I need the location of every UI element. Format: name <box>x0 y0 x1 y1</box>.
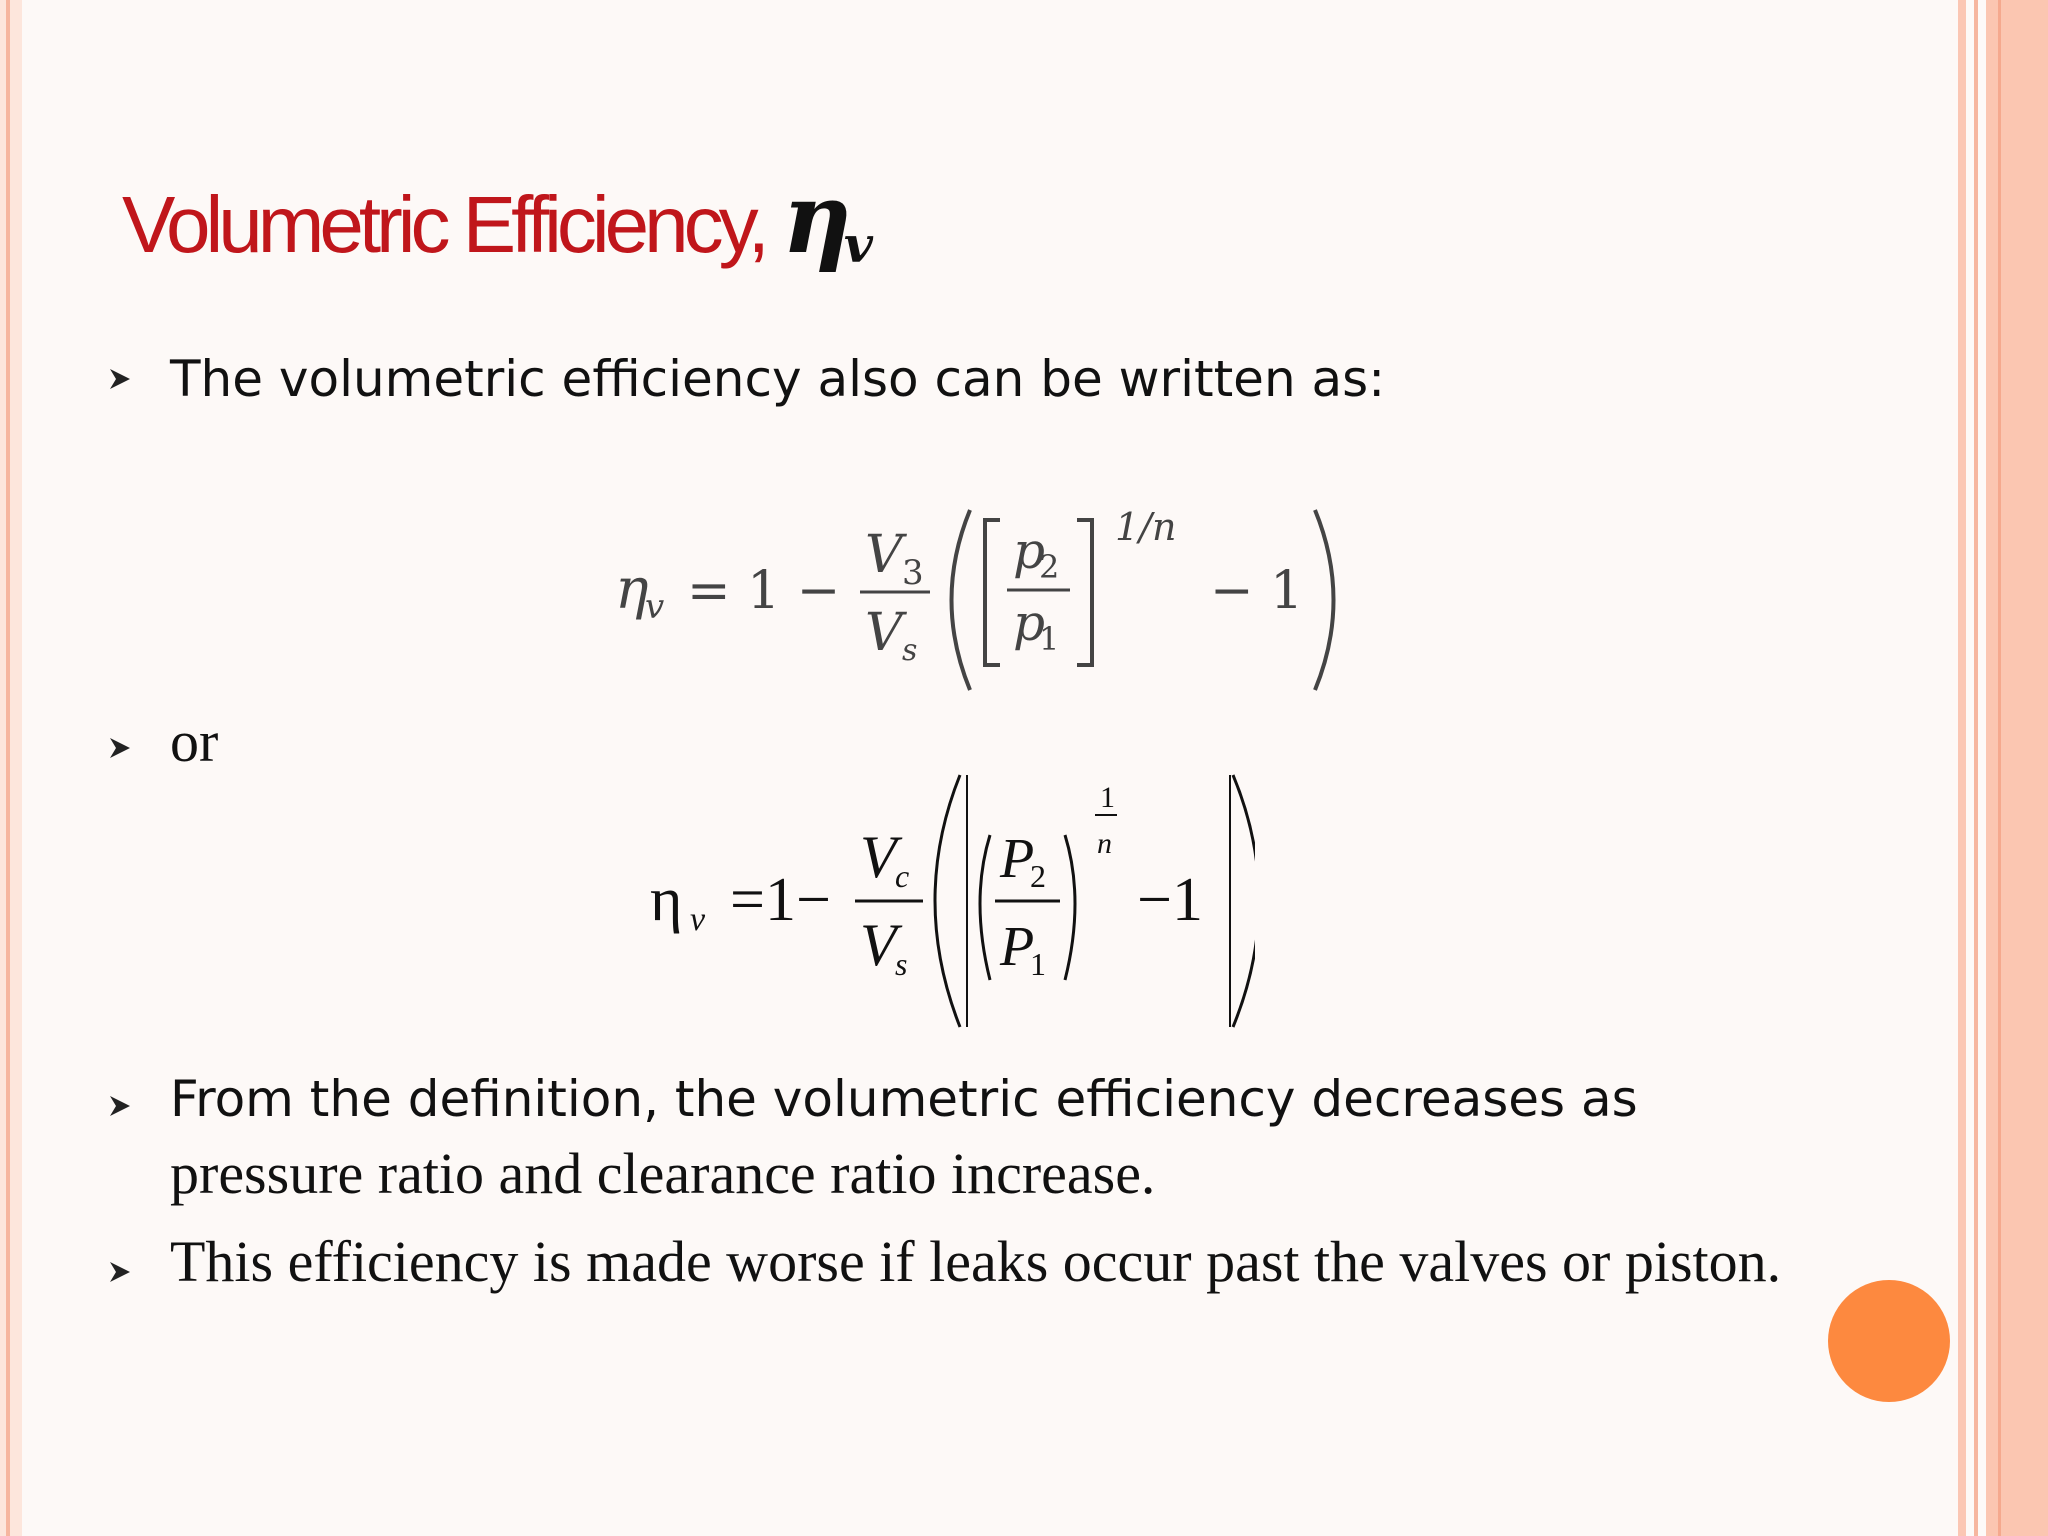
svg-text:=1−: =1− <box>730 866 831 934</box>
svg-text:2: 2 <box>1030 858 1046 894</box>
bullet-text-2: or <box>170 709 219 774</box>
bullet-text-3-continued: pressure ratio and clearance ratio increase. <box>170 1141 1156 1206</box>
svg-text:= 1 −: = 1 − <box>687 561 841 621</box>
arrow-bullet-icon <box>108 736 132 760</box>
svg-text:3: 3 <box>902 553 924 593</box>
left-border-stripe <box>0 0 22 1536</box>
svg-text:1: 1 <box>1030 946 1046 982</box>
svg-text:1: 1 <box>1100 781 1115 814</box>
bullet-text-1: The volumetric efficiency also can be written as: <box>170 350 1386 408</box>
svg-text:n: n <box>1097 827 1112 860</box>
formula-image-1 <box>615 500 1355 700</box>
svg-text:1: 1 <box>1039 620 1060 658</box>
svg-text:p: p <box>1013 594 1046 652</box>
title-text: Volumetric Efficiency, <box>122 180 765 269</box>
svg-text:V: V <box>865 525 903 585</box>
svg-text:2: 2 <box>1039 548 1060 586</box>
svg-text:η: η <box>650 866 683 934</box>
svg-text:P: P <box>1000 916 1035 978</box>
arrow-bullet-icon <box>108 367 132 391</box>
bullet-text-4: This efficiency is made worse if leaks occur past the valves or piston. <box>170 1229 1782 1294</box>
svg-text:− 1: − 1 <box>1210 561 1304 621</box>
svg-text:−1: −1 <box>1137 866 1203 934</box>
svg-text:V: V <box>865 603 903 663</box>
svg-text:V: V <box>860 824 897 890</box>
svg-text:V: V <box>860 912 897 978</box>
slide-title <box>122 162 873 275</box>
svg-text:s: s <box>902 633 918 668</box>
svg-text:c: c <box>895 858 910 894</box>
svg-text:p: p <box>1013 522 1046 580</box>
svg-text:η: η <box>615 557 649 622</box>
arrow-bullet-icon <box>108 1094 132 1118</box>
bullet-text-3: From the definition, the volumetric efficiency decreases as <box>170 1070 1638 1128</box>
svg-text:P: P <box>1000 828 1035 890</box>
right-border-bars <box>1958 0 2048 1536</box>
svg-text:v: v <box>645 587 665 627</box>
arrow-bullet-icon <box>108 1260 132 1284</box>
svg-text:s: s <box>895 946 908 982</box>
svg-text:1/n: 1/n <box>1115 505 1177 549</box>
svg-text:v: v <box>690 901 706 938</box>
title-eta-symbol: $\eta_v$ <box>782 162 873 275</box>
orange-circle-decoration <box>1828 1280 1950 1402</box>
formula-image-2 <box>645 765 1255 1035</box>
